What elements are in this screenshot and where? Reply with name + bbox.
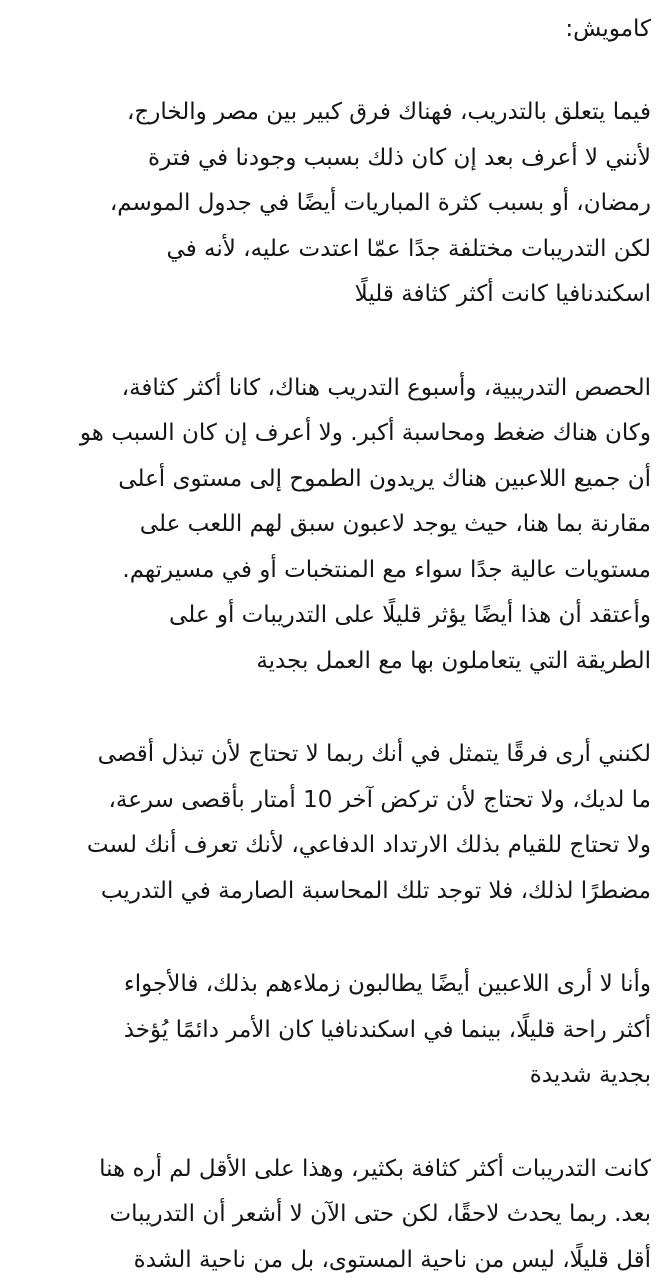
text-line: بعد. ربما يحدث لاحقًا، لكن حتى الآن لا أشعر أن التدريبات — [20, 1192, 651, 1238]
paragraph-spacer — [20, 914, 651, 962]
text-line: كانت التدريبات أكثر كثافة بكثير، وهذا على الأقل لم أره هنا — [20, 1147, 651, 1193]
text-line: مضطرًا لذلك، فلا توجد تلك المحاسبة الصارمة في التدريب — [20, 869, 651, 915]
text-line: مستويات عالية جدًا سواء مع المنتخبات أو في مسيرتهم. — [20, 548, 651, 594]
text-line: مقارنة بما هنا، حيث يوجد لاعبون سبق لهم اللعب على — [20, 502, 651, 548]
text-line: أكثر راحة قليلًا، بينما في اسكندنافيا كان الأمر دائمًا يُؤخذ — [20, 1008, 651, 1054]
text-line: لكن التدريبات مختلفة جدًا عمّا اعتدت عليه، لأنه في — [20, 227, 651, 273]
paragraph-4 — [20, 962, 651, 1099]
text-line: بجدية شديدة — [20, 1053, 651, 1099]
text-line: وكان هناك ضغط ومحاسبة أكبر. ولا أعرف إن كان السبب هو — [20, 411, 651, 457]
text-line: رمضان، أو بسبب كثرة المباريات أيضًا في جدول الموسم، — [20, 181, 651, 227]
text-line: الحصص التدريبية، وأسبوع التدريب هناك، كانا أكثر كثافة، — [20, 366, 651, 412]
paragraph-spacer — [20, 684, 651, 732]
paragraph-spacer — [20, 1099, 651, 1147]
paragraph-1 — [20, 90, 651, 318]
text-line: لأنني لا أعرف بعد إن كان ذلك بسبب وجودنا في فترة — [20, 136, 651, 182]
speaker-label: كامويش: — [20, 8, 651, 50]
text-line: أقل قليلًا، ليس من ناحية المستوى، بل من ناحية الشدة — [20, 1238, 651, 1283]
paragraph-3 — [20, 732, 651, 914]
spacer — [20, 50, 651, 90]
text-line: وأعتقد أن هذا أيضًا يؤثر قليلًا على التدريبات أو على — [20, 593, 651, 639]
text-line: الطريقة التي يتعاملون بها مع العمل بجدية — [20, 639, 651, 685]
text-line: لكنني أرى فرقًا يتمثل في أنك ربما لا تحتاج لأن تبذل أقصى — [20, 732, 651, 778]
text-line: اسكندنافيا كانت أكثر كثافة قليلًا — [20, 272, 651, 318]
text-line: وأنا لا أرى اللاعبين أيضًا يطالبون زملاءهم بذلك، فالأجواء — [20, 962, 651, 1008]
text-line: فيما يتعلق بالتدريب، فهناك فرق كبير بين مصر والخارج، — [20, 90, 651, 136]
text-line: ما لديك، ولا تحتاج لأن تركض آخر 10 أمتار بأقصى سرعة، — [20, 778, 651, 824]
paragraph-spacer — [20, 318, 651, 366]
text-line: أن جميع اللاعبين هناك يريدون الطموح إلى مستوى أعلى — [20, 457, 651, 503]
paragraph-5 — [20, 1147, 651, 1283]
text-line: ولا تحتاج للقيام بذلك الارتداد الدفاعي، لأنك تعرف أنك لست — [20, 823, 651, 869]
paragraph-2 — [20, 366, 651, 685]
